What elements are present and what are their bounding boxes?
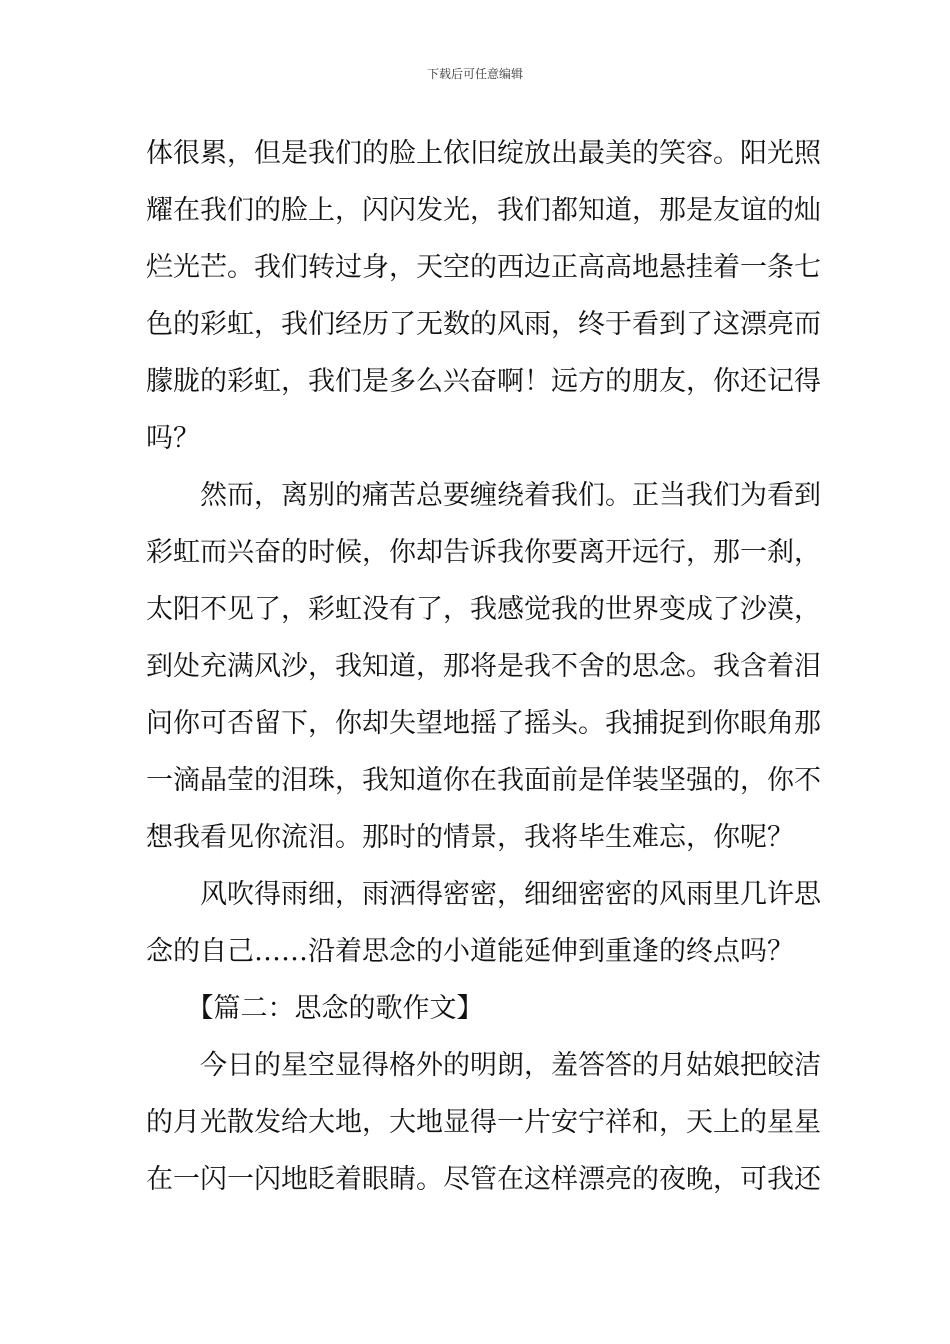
text-line: 体很累，但是我们的脸上依旧绽放出最美的笑容。阳光照 xyxy=(146,138,821,169)
text-line: 今日的星空显得格外的明朗，羞答答的月姑娘把皎洁 xyxy=(146,1050,821,1081)
text-line: 想我看见你流泪。那时的情景，我将毕生难忘，你呢？ xyxy=(146,822,794,853)
text-line: 彩虹而兴奋的时候，你却告诉我你要离开远行，那一刹， xyxy=(146,537,821,568)
section-heading: 【篇二：思念的歌作文】 xyxy=(146,993,484,1024)
text-line: 一滴晶莹的泪珠，我知道你在我面前是佯装坚强的，你不 xyxy=(146,765,821,796)
text-line: 烂光芒。我们转过身，天空的西边正高高地悬挂着一条七 xyxy=(146,252,821,283)
page-header: 下载后可任意编辑 xyxy=(426,67,523,81)
text-line: 太阳不见了，彩虹没有了，我感觉我的世界变成了沙漠， xyxy=(146,594,821,625)
text-line: 在一闪一闪地眨着眼睛。尽管在这样漂亮的夜晚，可我还 xyxy=(146,1164,821,1195)
text-line: 念的自己……沿着思念的小道能延伸到重逢的终点吗？ xyxy=(146,936,794,967)
text-line: 耀在我们的脸上，闪闪发光，我们都知道，那是友谊的灿 xyxy=(146,195,821,226)
text-line: 色的彩虹，我们经历了无数的风雨，终于看到了这漂亮而 xyxy=(146,309,821,340)
text-line: 的月光散发给大地，大地显得一片安宁祥和，天上的星星 xyxy=(146,1107,821,1138)
text-line: 问你可否留下，你却失望地摇了摇头。我捕捉到你眼角那 xyxy=(146,708,821,739)
text-line: 吗？ xyxy=(146,423,200,454)
text-line: 到处充满风沙，我知道，那将是我不舍的思念。我含着泪 xyxy=(146,651,821,682)
text-line: 风吹得雨细，雨洒得密密，细细密密的风雨里几许思 xyxy=(146,879,821,910)
text-line: 朦胧的彩虹，我们是多么兴奋啊！远方的朋友，你还记得 xyxy=(146,366,821,397)
text-line: 然而，离别的痛苦总要缠绕着我们。正当我们为看到 xyxy=(146,480,821,511)
